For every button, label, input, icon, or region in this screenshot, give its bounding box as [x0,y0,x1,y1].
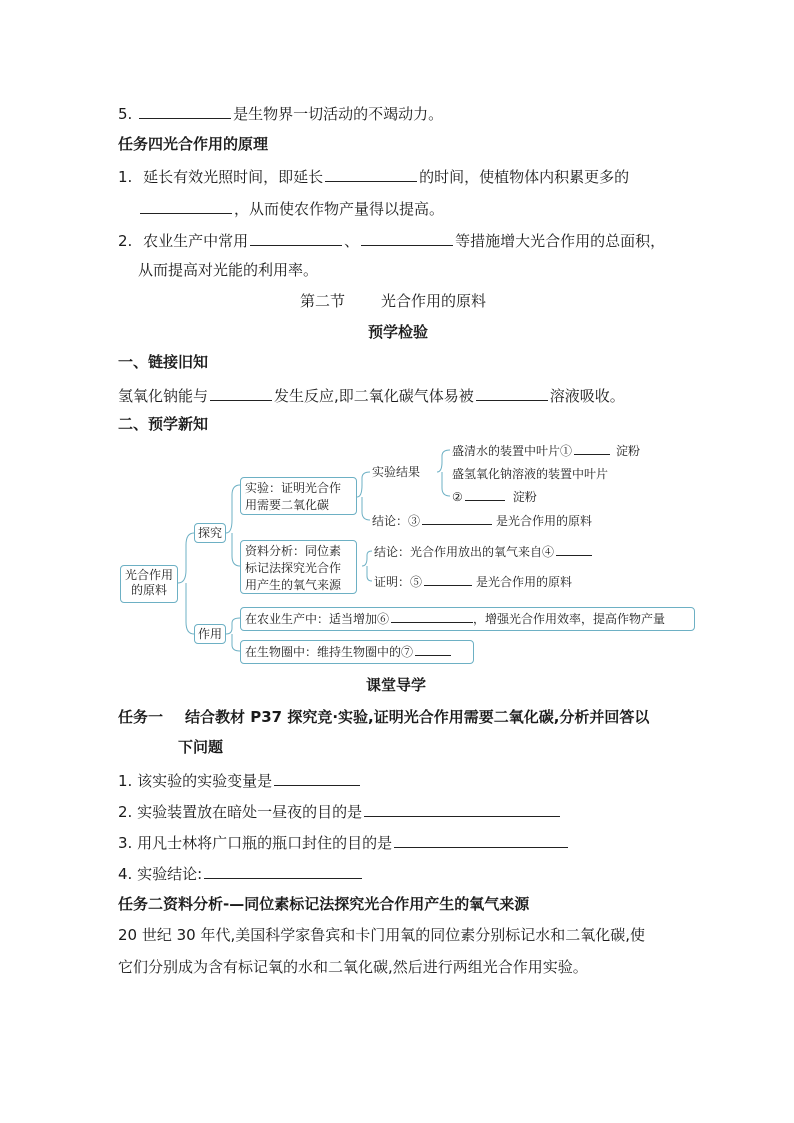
section-title-name: 光合作用的原料 [381,292,487,310]
connector-data [362,551,372,581]
task1-title-b: 结合教材 P37 探究竞·实验,证明光合作用需要二氧化碳,分析并回答以 [185,708,650,726]
blank-1[interactable] [574,442,610,455]
task1-q1-text: 1. 该实验的实验变量是 [118,772,273,790]
task4-q2-text-a: 农业生产中常用 [143,232,249,250]
task1-q4 [118,862,364,884]
task2-paragraph-line1: 20 世纪 30 年代,美国科学家鲁宾和卡门用氧的同位素分别标记水和二氧化碳,使 [118,926,646,944]
task4-q1-text-c: ，从而使农作物产量得以提高。 [234,200,445,218]
proof-a: 证明：⑤ [374,575,423,589]
conclusion-1-a: 结论：③ [372,514,421,528]
task1-q3-text: 3. 用凡士林将广口瓶的瓶口封住的目的是 [118,834,393,852]
task4-q2-text-b: 、 [344,232,360,250]
task1-q4-text: 4. 实验结论: [118,865,203,883]
data-analysis-node-label: 资料分析：同位素标记法探究光合作用产生的氧气来源 [245,544,342,592]
proof-b: 是光合作用的原料 [476,575,573,589]
result-2-end: 淀粉 [512,490,537,504]
result-2-line1: 盛氢氧化钠溶液的装置中叶片 [452,467,609,481]
connector-result [437,450,450,496]
conclusion-2 [374,543,592,560]
result-label: 实验结果 [372,465,421,479]
section-title-number: 第二节 [300,292,346,310]
proof [374,573,572,590]
part1-text-a: 氢氧化钠能与 [118,387,209,405]
part1-title: 一、链接旧知 [118,353,209,371]
part2-title: 二、预学新知 [118,415,209,433]
result-2-line2 [452,488,537,505]
connector-experiment [357,472,370,520]
task4-q2-number: 2. [118,232,133,250]
task4-q1-text-b: 的时间，使植物体内积累更多的 [419,168,630,186]
root-node [120,565,178,603]
task1-q3 [118,831,570,853]
agriculture-node [240,607,695,631]
data-analysis-node [240,540,357,594]
preview-heading: 预学检验 [368,323,429,341]
usage-node-label: 作用 [198,627,223,641]
task4-q2-text-c: 等措施增大光合作用的总面积， [455,232,666,250]
result-2-num: ② [452,490,463,504]
result-1-text: 盛清水的装置中叶片① [452,444,573,458]
biosphere-text: 在生物圈中：维持生物圈中的⑦ [245,645,414,659]
connector-usage [226,618,240,651]
task4-q1-number: 1. [118,168,133,186]
conclusion-1-b: 是光合作用的原料 [496,514,593,528]
task2-title: 任务二资料分析-—同位素标记法探究光合作用产生的氧气来源 [118,895,530,913]
blank-4[interactable] [556,543,592,556]
part1-text-c: 溶液吸收。 [549,387,625,405]
explore-node [194,523,226,543]
task1-q1 [118,769,362,791]
blank-3[interactable] [422,512,492,525]
biosphere-node [240,640,474,664]
task1-q3-blank[interactable] [394,831,568,848]
result-1 [452,442,640,459]
agriculture-a: 在农业生产中：适当增加⑥ [245,612,390,626]
conclusion-2-text: 结论：光合作用放出的氧气来自④ [374,545,555,559]
part1-text-b: 发生反应,即二氧化碳气体易被 [274,387,474,405]
task1-q1-blank[interactable] [274,769,360,786]
usage-node [194,624,226,644]
conclusion-1 [372,512,592,529]
task1-q4-blank[interactable] [204,862,362,879]
task1-title-a: 任务一 [118,708,164,726]
agriculture-b: ，增强光合作用效率，提高作物产量 [473,612,666,626]
q5-text: 是生物界一切活动的不竭动力。 [233,105,444,123]
task1-q2-blank[interactable] [364,800,560,817]
connector-root [178,533,194,634]
experiment-node [240,477,357,515]
task4-q1-text-a: 延长有效光照时间，即延长 [143,168,324,186]
result-1-end: 淀粉 [616,444,641,458]
blank-2[interactable] [465,488,505,501]
task1-q2-text: 2. 实验装置放在暗处一昼夜的目的是 [118,803,363,821]
blank-7[interactable] [415,643,451,656]
guide-heading: 课堂导学 [366,676,427,694]
blank-5[interactable] [424,573,472,586]
q5-number: 5. [118,105,133,123]
connector-explore [226,485,240,566]
task4-q2-text-d: 从而提高对光能的利用率。 [138,261,319,279]
root-node-label: 光合作用的原料 [124,568,173,597]
task2-paragraph-line2: 它们分别成为含有标记氧的水和二氧化碳,然后进行两组光合作用实验。 [118,958,588,976]
task4-title: 任务四光合作用的原理 [118,135,269,153]
task1-q2 [118,800,562,822]
explore-node-label: 探究 [198,526,223,540]
blank-6[interactable] [391,610,473,623]
task1-title-line1 [118,707,649,727]
experiment-node-label: 实验：证明光合作用需要二氧化碳 [245,481,342,512]
task1-title-line2: 下问题 [178,738,224,756]
